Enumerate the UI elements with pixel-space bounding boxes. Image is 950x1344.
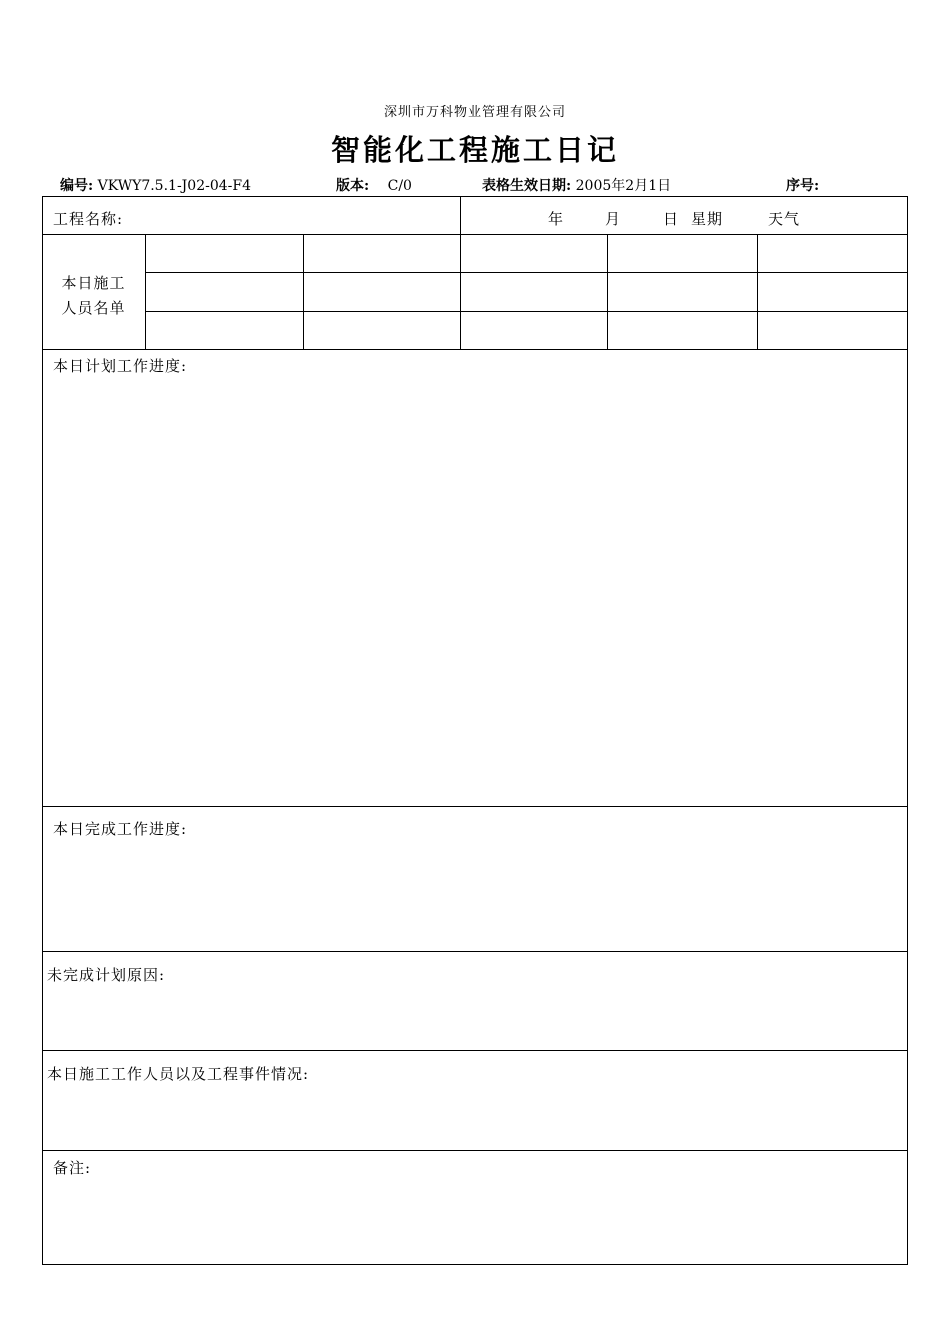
rule xyxy=(42,1150,908,1151)
rule xyxy=(42,234,908,235)
events-label: 本日施工工作人员以及工程事件情况: xyxy=(47,1065,310,1083)
effective-month: 2 xyxy=(625,178,635,194)
rule xyxy=(42,349,908,350)
code-label: 编号: xyxy=(60,178,94,194)
project-name-label: 工程名称: xyxy=(53,210,124,228)
staff-label-line1: 本日施工 xyxy=(61,274,126,292)
month-char: 月 xyxy=(634,178,649,194)
version-field xyxy=(336,175,412,195)
date-year-char: 年 xyxy=(548,210,565,228)
rule xyxy=(42,1050,908,1051)
weekday-label: 星期 xyxy=(691,210,724,228)
code-value: VKWY7.5.1-J02-04-F4 xyxy=(97,178,252,194)
effective-day: 1 xyxy=(648,178,658,194)
date-month-char: 月 xyxy=(605,210,622,228)
rule xyxy=(42,1264,908,1265)
rule xyxy=(145,272,908,273)
rule xyxy=(907,196,908,1265)
rule xyxy=(607,234,608,350)
version-label: 版本: xyxy=(336,178,370,194)
rule xyxy=(460,234,461,350)
code-field xyxy=(60,175,251,195)
rule xyxy=(42,951,908,952)
rule xyxy=(42,806,908,807)
company-name: 深圳市万科物业管理有限公司 xyxy=(383,105,566,120)
serial-field xyxy=(786,175,819,195)
undone-reason-label: 未完成计划原因: xyxy=(47,966,166,984)
staff-list-label xyxy=(42,271,145,321)
weather-label: 天气 xyxy=(768,210,801,228)
rule xyxy=(42,196,43,1265)
page-title: 智能化工程施工日记 xyxy=(330,133,619,167)
year-char: 年 xyxy=(611,178,626,194)
date-day-char: 日 xyxy=(663,210,680,228)
effective-date-field xyxy=(482,175,671,195)
rule xyxy=(42,196,908,197)
version-value: C/0 xyxy=(387,178,412,194)
rule xyxy=(757,234,758,350)
serial-label: 序号: xyxy=(786,178,820,194)
day-char: 日 xyxy=(657,178,672,194)
staff-label-line2: 人员名单 xyxy=(61,299,126,317)
plan-progress-label: 本日计划工作进度: xyxy=(53,357,188,375)
effective-year: 2005 xyxy=(575,178,612,194)
date-weather-row xyxy=(0,208,950,228)
done-progress-label: 本日完成工作进度: xyxy=(53,820,188,838)
effective-date-label: 表格生效日期: xyxy=(482,178,572,194)
rule xyxy=(145,234,146,350)
rule xyxy=(145,311,908,312)
remarks-label: 备注: xyxy=(53,1159,92,1177)
rule xyxy=(303,234,304,350)
